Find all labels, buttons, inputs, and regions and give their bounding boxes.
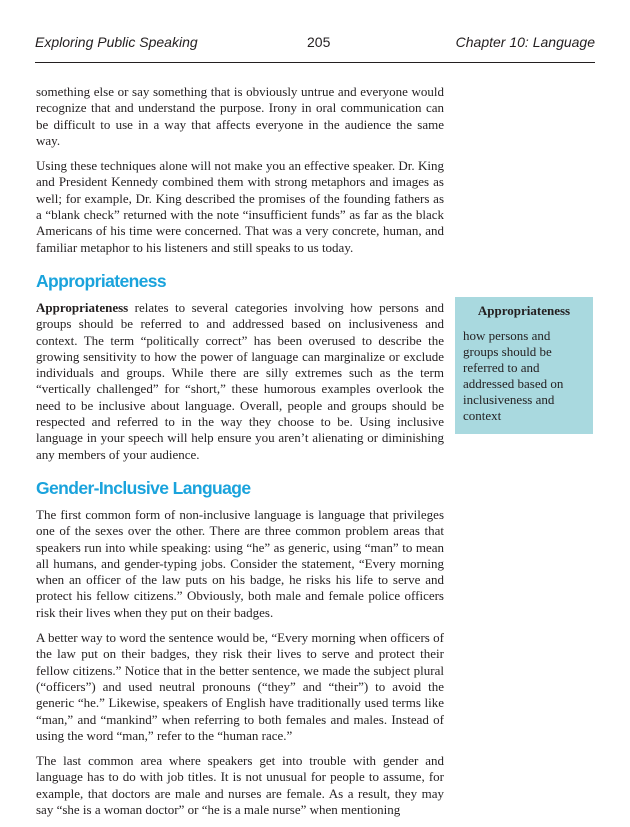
paragraph-techniques: Using these techniques alone will not make you an effective speaker. Dr. King and President Kennedy combined them with strong metaphors and images as well; for example, Dr. King described the promises of the founding fathers as a “blank check” returned with the note “insufficient funds” as far as the black Americans of his time were concerned. That was a very concrete, human, and familiar metaphor to his listeners and still speaks to us today. — [36, 158, 444, 255]
chapter-title: Chapter 10: Language — [455, 34, 595, 50]
paragraph-generic-he: The first common form of non-inclusive language is language that privileges one of the sexes over the other. There are three common problem areas that speakers run into while speaking: using “he” as generic, using “man” to mean all humans, and gender-typing jobs. Consider the statement, “Every morning when an officer of the law puts on his badge, he risks his life to serve and protect his fellow citizens.” Obviously, both male and female police officers risk their lives when they put on their badges. — [36, 506, 444, 620]
sidebar-term: Appropriateness — [477, 303, 571, 318]
heading-appropriateness: Appropriateness — [36, 270, 167, 291]
body-text — [36, 84, 444, 827]
definition-sidebar — [455, 297, 593, 434]
heading-gender-inclusive: Gender-Inclusive Language — [36, 477, 251, 498]
header-divider — [35, 62, 595, 63]
running-header — [35, 34, 595, 52]
sidebar-definition: how persons and groups should be referred to and addressed based on inclusiveness and context — [463, 328, 564, 423]
paragraph-appropriateness-text: relates to several categories involving how persons and groups should be referred to and addressed based on inclusiveness and context. The term “politically correct” has been overused to describe the growing sensitivity to how the power of language can marginalize or exclude individuals and groups. While there are silly extremes such as the term “vertically challenged” for “short,” these humorous examples overlook the need to be inclusive about language. Overall, people and groups should be respected and referred to in the way they choose to be. Using inclusive language in your speech will help ensure you aren’t alienating or diminishing any members of your audience. — [36, 299, 444, 462]
paragraph-better-wording: A better way to word the sentence would be, “Every morning when officers of the law put on their badges, they risk their lives to serve and protect their fellow citizens.” Notice that in the better sentence, we made the subject plural (“officers”) and used neutral pronouns (“they” and “their”) to avoid the generic “he.” Likewise, speakers of English have traditionally used terms like “man,” and “mankind” when referring to both females and males. Instead of using the word “man,” refer to the “human race.” — [36, 630, 444, 743]
paragraph-irony: something else or say something that is obviously untrue and everyone would recognize that and understand the purpose. Irony in oral communication can be difficult to use in a way that affects everyone in the audience the same way. — [36, 84, 444, 148]
paragraph-job-titles: The last common area where speakers get into trouble with gender and language has to do with job titles. It is not unusual for people to assume, for example, that doctors are male and nurses are female. As a result, they may say “she is a woman doctor” or “he is a male nurse” when mentioning — [36, 753, 444, 817]
key-term-appropriateness: Appropriateness — [36, 299, 129, 315]
book-title: Exploring Public Speaking — [35, 34, 198, 50]
paragraph-appropriateness — [36, 300, 444, 463]
page-number: 205 — [307, 34, 331, 50]
